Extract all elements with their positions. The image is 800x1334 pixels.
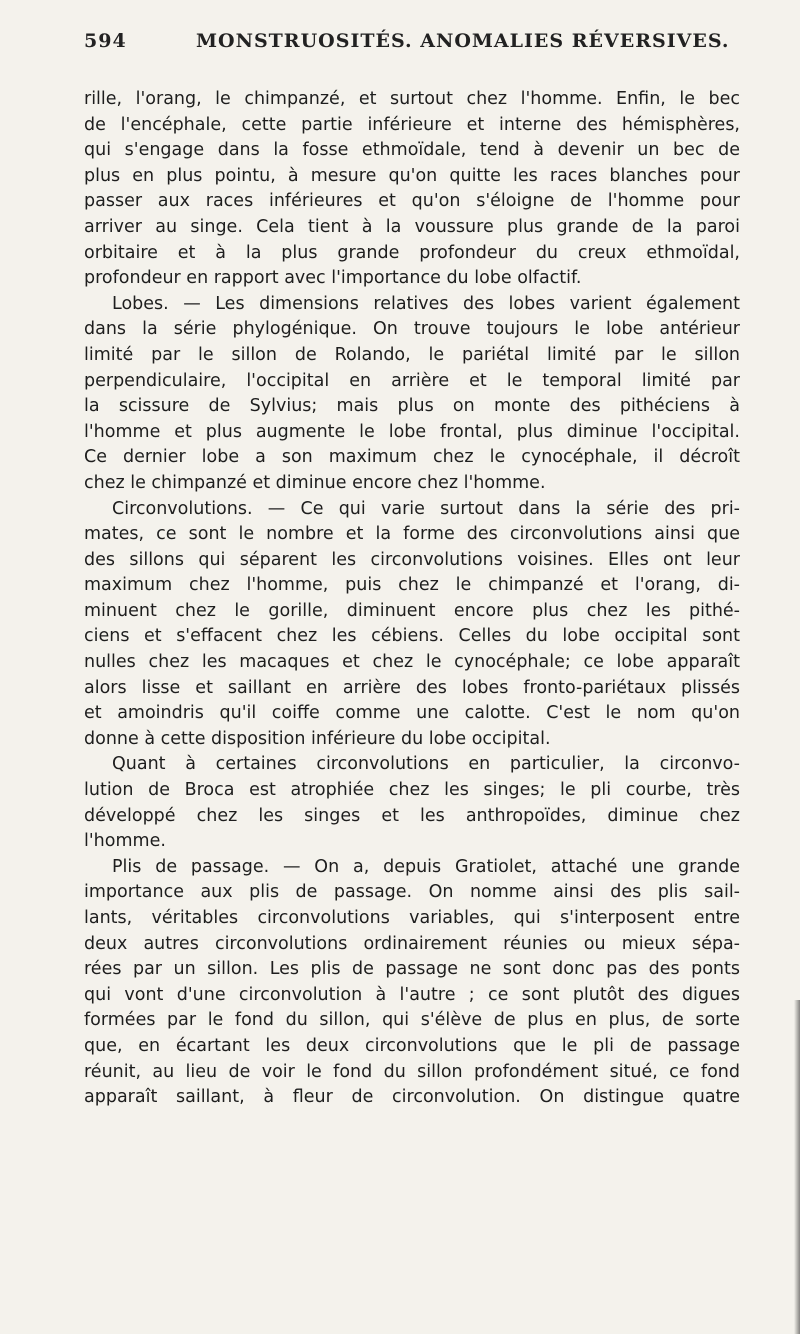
text-line: des sillons qui séparent les circonvolutions voisines. Elles ont leur — [84, 549, 740, 570]
running-title: MONSTRUOSITÉS. ANOMALIES RÉVERSIVES. — [196, 30, 730, 52]
text-line: mates, ce sont le nombre et la forme des circonvolutions ainsi que — [84, 524, 740, 545]
text-line: lants, véritables circonvolutions variables, qui s'interposent entre — [84, 908, 740, 928]
text-line: donne à cette disposition inférieure du lobe occipital. — [84, 728, 551, 749]
text-line: apparaît saillant, à fleur de circonvolution. On distingue quatre — [84, 1087, 740, 1108]
text-line: rées par un sillon. Les plis de passage ne sont donc pas des ponts — [84, 959, 740, 980]
text-line: de l'encéphale, cette partie inférieure et interne des hémisphères, — [84, 114, 740, 135]
text-line: perpendiculaire, l'occipital en arrière et le temporal limité par — [84, 370, 740, 391]
page-number: 594 — [84, 30, 127, 52]
text-line: lution de Broca est atrophiée chez les singes; le pli courbe, très — [84, 780, 740, 801]
text-line: réunit, au lieu de voir le fond du sillon profondément situé, ce fond — [84, 1061, 740, 1082]
text-line: minuent chez le gorille, diminuent encore plus chez les pithé- — [84, 600, 740, 621]
page-header — [84, 30, 730, 60]
text-line: plus en plus pointu, à mesure qu'on quitte les races blanches pour — [84, 165, 740, 186]
text-line: nulles chez les macaques et chez le cynocéphale; ce lobe apparaît — [84, 652, 740, 673]
text-line: la scissure de Sylvius; mais plus on monte des pithéciens à — [84, 396, 740, 417]
text-line: développé chez les singes et les anthropoïdes, diminue chez — [84, 805, 740, 826]
text-line: l'homme. — [84, 831, 166, 852]
text-line: formées par le fond du sillon, qui s'élève de plus en plus, de sorte — [84, 1010, 740, 1031]
text-line: profondeur en rapport avec l'importance du lobe olfactif. — [84, 268, 582, 289]
text-line: Circonvolutions. — Ce qui varie surtout dans la série des pri- — [112, 498, 740, 519]
text-line: deux autres circonvolutions ordinairement réunies ou mieux sépa- — [84, 933, 740, 954]
text-line: l'homme et plus augmente le lobe frontal, plus diminue l'occipital. — [84, 421, 740, 442]
text-line: Quant à certaines circonvolutions en particulier, la circonvo- — [112, 754, 740, 775]
text-line: maximum chez l'homme, puis chez le chimpanzé et l'orang, di- — [84, 575, 740, 596]
text-line: Ce dernier lobe a son maximum chez le cynocéphale, il décroît — [84, 447, 740, 468]
text-line: arriver au singe. Cela tient à la voussure plus grande de la paroi — [84, 216, 740, 237]
text-line: limité par le sillon de Rolando, le pariétal limité par le sillon — [84, 344, 740, 365]
text-line: passer aux races inférieures et qu'on s'éloigne de l'homme pour — [84, 191, 740, 212]
text-line: dans la série phylogénique. On trouve toujours le lobe antérieur — [84, 319, 740, 340]
text-line: ciens et s'effacent chez les cébiens. Celles du lobe occipital sont — [84, 626, 740, 647]
text-line: qui s'engage dans la fosse ethmoïdale, tend à devenir un bec de — [84, 140, 740, 161]
text-line: Plis de passage. — On a, depuis Gratiolet, attaché une grande — [112, 856, 740, 877]
body-text — [84, 87, 740, 1111]
text-line: Lobes. — Les dimensions relatives des lobes varient également — [112, 293, 740, 314]
text-line: que, en écartant les deux circonvolutions que le pli de passage — [84, 1035, 740, 1056]
text-line: orbitaire et à la plus grande profondeur du creux ethmoïdal, — [84, 242, 740, 263]
text-line: chez le chimpanzé et diminue encore chez l'homme. — [84, 472, 546, 493]
text-line: qui vont d'une circonvolution à l'autre ; ce sont plutôt des digues — [84, 984, 740, 1005]
page-edge-shadow — [794, 1000, 800, 1334]
text-line: rille, l'orang, le chimpanzé, et surtout chez l'homme. Enfin, le bec — [84, 89, 740, 109]
text-line: importance aux plis de passage. On nomme ainsi des plis sail- — [84, 882, 740, 903]
text-line: et amoindris qu'il coiffe comme une calotte. C'est le nom qu'on — [84, 703, 740, 724]
text-line: alors lisse et saillant en arrière des lobes fronto-pariétaux plissés — [84, 677, 740, 698]
